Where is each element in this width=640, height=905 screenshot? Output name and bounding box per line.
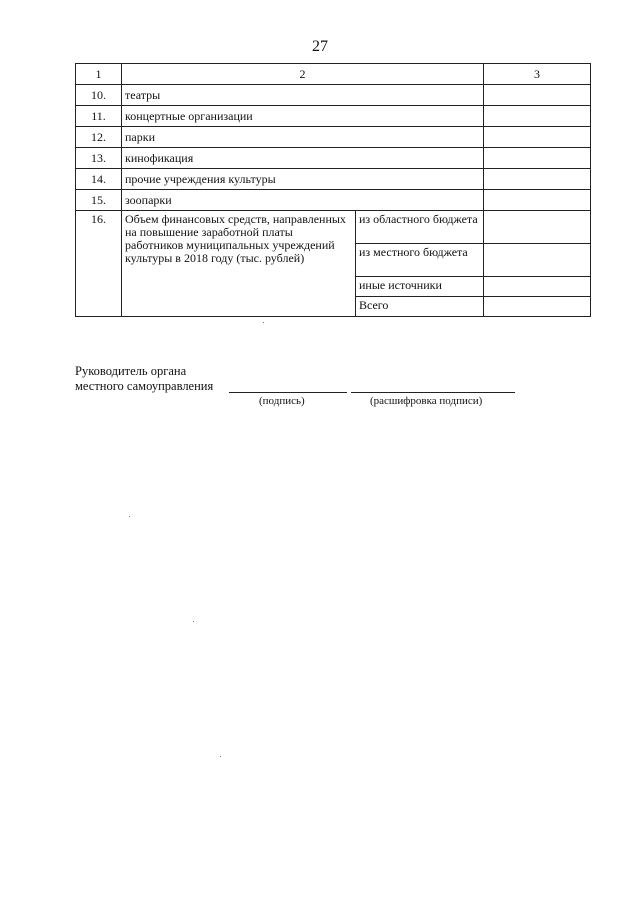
value-cell [484, 190, 591, 211]
source-other: иные источники [356, 277, 484, 297]
scan-speck [263, 322, 264, 323]
row-number: 12. [76, 127, 122, 148]
source-regional-budget: из областного бюджета [356, 211, 484, 244]
report-table [75, 63, 591, 317]
header-col-3: 3 [484, 64, 591, 85]
header-col-1: 1 [76, 64, 122, 85]
row-number: 16. [76, 211, 122, 317]
row-number: 13. [76, 148, 122, 169]
value-cell [484, 211, 591, 244]
decode-line [351, 392, 515, 393]
value-cell [484, 106, 591, 127]
page-number: 27 [312, 38, 328, 55]
row-label: парки [122, 127, 484, 148]
signature-block [75, 364, 213, 394]
row-label: прочие учреждения культуры [122, 169, 484, 190]
row-16-label: Объем финансовых средств, направленных на повышение заработной платы работников муниципальных учреждений культуры в 2018 году (тыс. рублей) [122, 211, 356, 317]
value-cell [484, 85, 591, 106]
signature-title-line-1: Руководитель органа [75, 364, 187, 378]
row-label: концертные организации [122, 106, 484, 127]
signature-caption: (подпись) [259, 395, 305, 407]
value-cell [484, 244, 591, 277]
value-cell [484, 169, 591, 190]
row-label: кинофикация [122, 148, 484, 169]
signature-line [229, 392, 347, 393]
row-number: 15. [76, 190, 122, 211]
table-row [76, 127, 591, 148]
source-total: Всего [356, 297, 484, 317]
table-row [76, 169, 591, 190]
table-row-16 [76, 211, 591, 244]
table-row [76, 85, 591, 106]
value-cell [484, 277, 591, 297]
scan-speck [129, 516, 130, 517]
row-label: театры [122, 85, 484, 106]
source-local-budget: из местного бюджета [356, 244, 484, 277]
value-cell [484, 297, 591, 317]
scan-speck [193, 621, 194, 622]
row-number: 14. [76, 169, 122, 190]
row-label: зоопарки [122, 190, 484, 211]
table-row [76, 106, 591, 127]
signature-title-line-2: местного самоуправления [75, 379, 214, 393]
value-cell [484, 127, 591, 148]
header-col-2: 2 [122, 64, 484, 85]
scan-speck [220, 756, 221, 757]
decode-caption: (расшифровка подписи) [370, 395, 483, 407]
value-cell [484, 148, 591, 169]
table-row [76, 190, 591, 211]
header-row [76, 64, 591, 85]
row-number: 11. [76, 106, 122, 127]
table-row [76, 148, 591, 169]
row-number: 10. [76, 85, 122, 106]
